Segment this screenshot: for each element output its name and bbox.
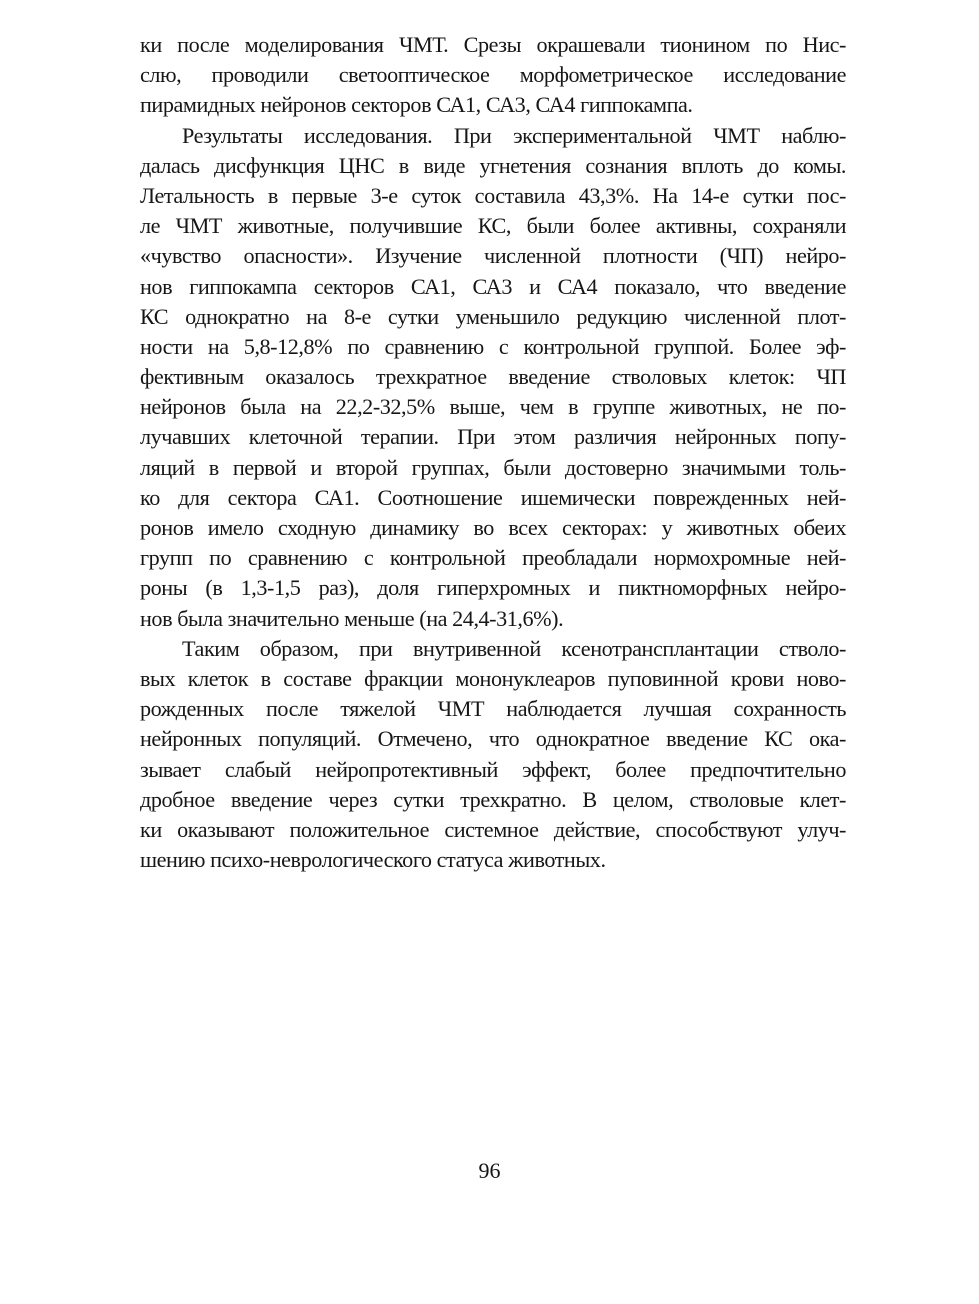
text-line: Таким образом, при внутривенной ксенотрансплантации стволо-	[182, 635, 846, 661]
text-line: «чувство опасности». Изучение численной плотности (ЧП) нейро-	[140, 243, 846, 269]
text-line: ности на 5,8-12,8% по сравнению с контрольной группой. Более эф-	[140, 333, 846, 359]
text-line: нейронных популяций. Отмечено, что однократное введение КС ока-	[140, 726, 846, 752]
text-line: нов была значительно меньше (на 24,4-31,6%).	[140, 605, 564, 631]
text-line: ронов имело сходную динамику во всех секторах: у животных обеих	[140, 515, 846, 540]
text-line: ки после моделирования ЧМТ. Срезы окрашевали тионином по Нис-	[140, 32, 846, 57]
paragraph	[140, 634, 846, 876]
text-line: нейронов была на 22,2-32,5% выше, чем в группе животных, не по-	[140, 394, 846, 420]
text-line: вых клеток в составе фракции мононуклеаров пуповинной крови ново-	[140, 665, 846, 691]
text-line: пирамидных нейронов секторов СА1, СА3, СА4 гиппокампа.	[140, 92, 693, 118]
text-line: роны (в 1,3-1,5 раз), доля гиперхромных и пиктноморфных нейро-	[140, 575, 846, 601]
paragraph	[140, 30, 846, 121]
paragraph	[140, 121, 846, 634]
text-line: рожденных после тяжелой ЧМТ наблюдается лучшая сохранность	[140, 696, 846, 722]
text-line: Летальность в первые 3-е суток составила 43,3%. На 14-е сутки пос-	[140, 182, 846, 208]
text-line: фективным оказалось трехкратное введение стволовых клеток: ЧП	[140, 364, 846, 390]
text-line: ки оказывают положительное системное действие, способствуют улуч-	[140, 816, 846, 842]
text-line: Результаты исследования. При экспериментальной ЧМТ наблю-	[182, 122, 846, 148]
text-line: нов гиппокампа секторов СА1, СА3 и СА4 показало, что введение	[140, 273, 846, 299]
text-line: дробное введение через сутки трехкратно. В целом, стволовые клет-	[140, 786, 846, 812]
text-line: ле ЧМТ животные, получившие КС, были более активны, сохраняли	[140, 213, 846, 239]
text-line: шению психо-неврологического статуса животных.	[140, 847, 606, 873]
text-line: зывает слабый нейропротективный эффект, более предпочтительно	[140, 756, 846, 782]
text-line: далась дисфункция ЦНС в виде угнетения сознания вплоть до комы.	[140, 152, 846, 178]
text-line: лучавших клеточной терапии. При этом различия нейронных попу-	[140, 424, 846, 450]
text-line: слю, проводили светооптическое морфометрическое исследование	[140, 62, 846, 88]
text-line: КС однократно на 8-е сутки уменьшило редукцию численной плот-	[140, 303, 846, 329]
page-number: 96	[478, 1158, 501, 1183]
text-line: ко для сектора СА1. Соотношение ишемически поврежденных ней-	[140, 484, 846, 510]
body-text	[140, 30, 846, 875]
text-line: групп по сравнению с контрольной преобладали нормохромные ней-	[140, 545, 846, 571]
text-line: ляций в первой и второй группах, были достоверно значимыми толь-	[140, 454, 846, 480]
